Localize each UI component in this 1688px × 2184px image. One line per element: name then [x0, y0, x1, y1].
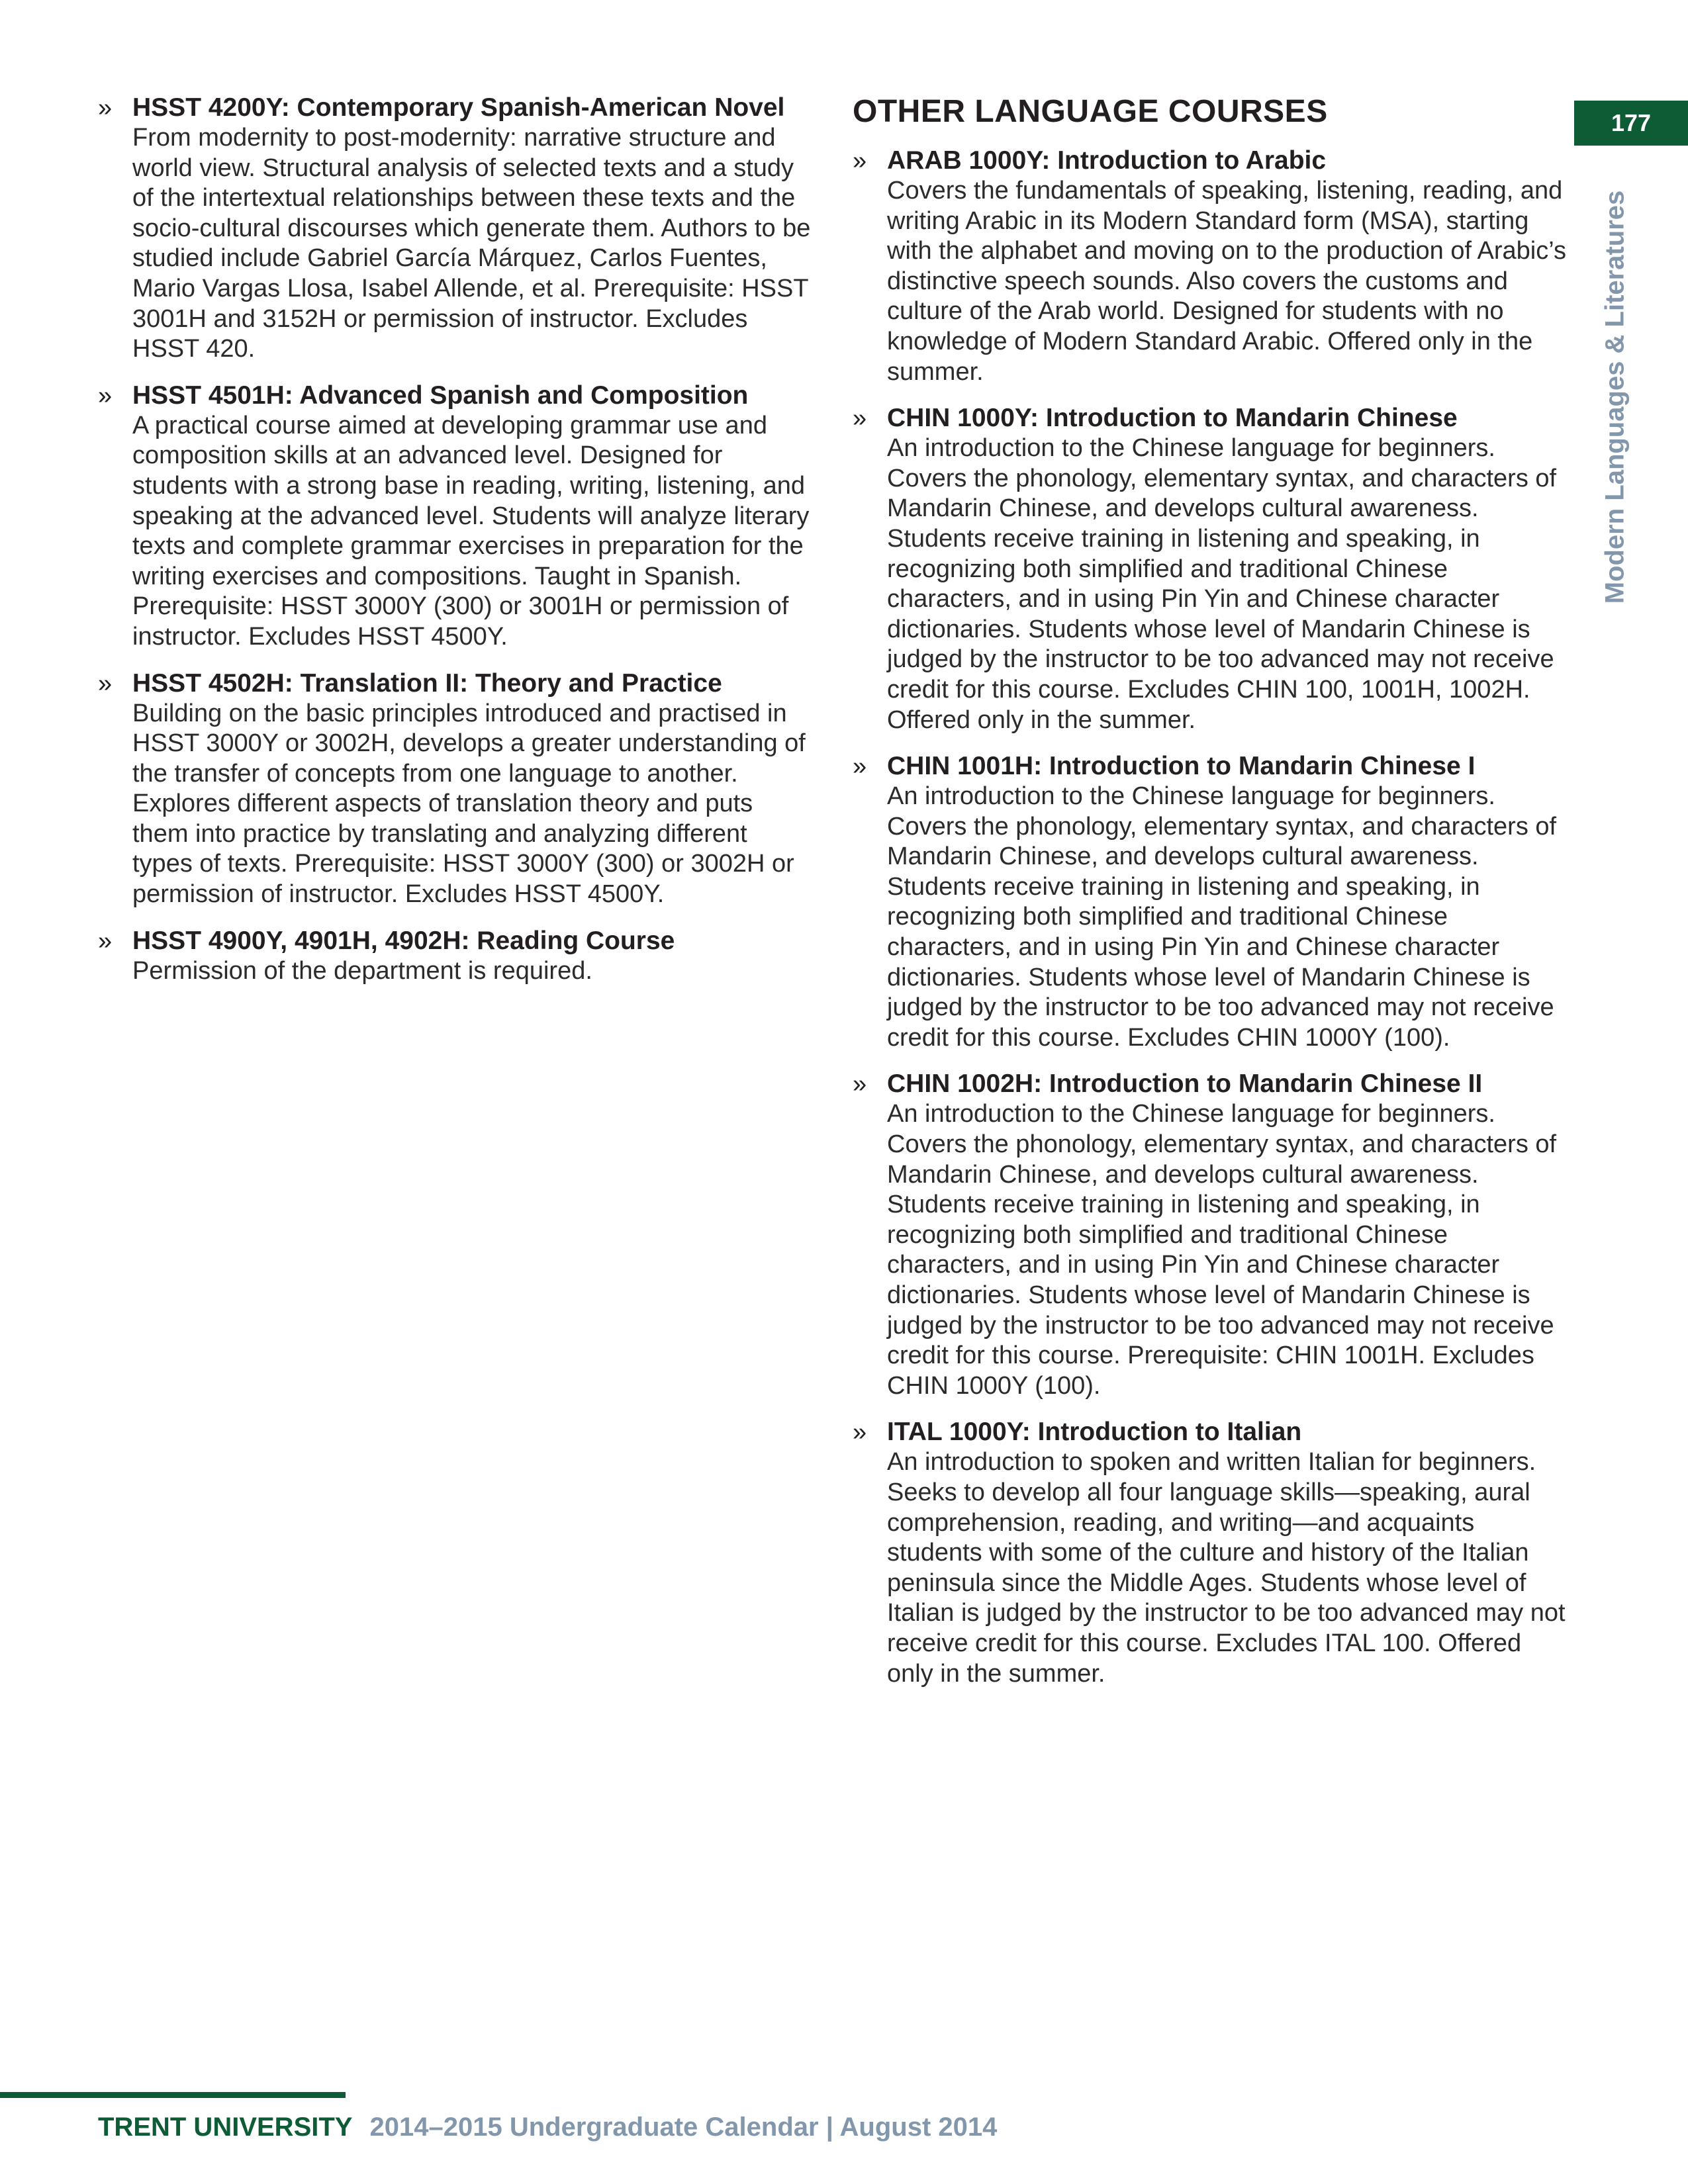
footer-divider: [0, 2092, 346, 2098]
section-side-label: Modern Languages & Literatures: [1600, 190, 1630, 604]
bullet-icon: »: [853, 1418, 867, 1447]
page-number-tab: 177: [1574, 101, 1688, 146]
bullet-icon: »: [98, 927, 113, 955]
course-description: From modernity to post-modernity: narrative structure and world view. Structural analysis of selected texts and a study of the intertextual relationships between these texts and the socio-cultural discourses which generate them. Authors to be studied include Gabriel García Márquez, Carlos Fuentes, Mario Vargas Llosa, Isabel Allende, et al. Prerequisite: HSST 3001H and 3152H or permission of instructor. Excludes HSST 420.: [132, 124, 811, 363]
right-column: [853, 93, 1571, 1705]
left-column: [98, 93, 813, 1002]
course-description: Permission of the department is required.: [132, 956, 592, 985]
course-description: An introduction to spoken and written Italian for beginners. Seeks to develop all four language skills—speaking, aural comprehension, reading, and writing—and acquaints students with some of the culture and history of the Italian peninsula since the Middle Ages. Students whose level of Italian is judged by the instructor to be too advanced may not receive credit for this course. Excludes ITAL 100. Offered only in the summer.: [887, 1448, 1566, 1688]
page-footer: [98, 2111, 997, 2143]
course-title: ARAB 1000Y: Introduction to Arabic: [887, 146, 1327, 175]
bullet-icon: »: [853, 404, 867, 433]
course-entry: [98, 668, 813, 910]
course-title: CHIN 1001H: Introduction to Mandarin Chinese I: [887, 752, 1476, 781]
course-description: A practical course aimed at developing grammar use and composition skills at an advanced level. Designed for students with a strong base in reading, writing, listening, and speaking at the advanced level. Students will analyze literary texts and complete grammar exercises in preparation for the writing exercises and compositions. Taught in Spanish. Prerequisite: HSST 3000Y (300) or 3001H or permission of instructor. Excludes HSST 4500Y.: [132, 411, 810, 651]
course-description: Building on the basic principles introduced and practised in HSST 3000Y or 3002H, develops a greater understanding of the transfer of concepts from one language to another. Explores different aspects of translation theory and puts them into practice by translating and analyzing different types of texts. Prerequisite: HSST 3000Y (300) or 3002H or permission of instructor. Excludes HSST 4500Y.: [132, 699, 806, 909]
course-entry: [853, 751, 1571, 1053]
footer-university: TRENT UNIVERSITY: [98, 2113, 353, 2142]
bullet-icon: »: [98, 94, 113, 122]
course-entry: [853, 1069, 1571, 1401]
course-entry: [853, 403, 1571, 735]
bullet-icon: »: [853, 1070, 867, 1099]
section-heading: OTHER LANGUAGE COURSES: [853, 94, 1328, 129]
course-entry: [98, 93, 813, 365]
bullet-icon: »: [98, 381, 113, 410]
course-description: An introduction to the Chinese language for beginners. Covers the phonology, elementary syntax, and characters of Mandarin Chinese, and develops cultural awareness. Students receive training in listening and speaking, in recognizing both simplified and traditional Chinese characters, and in using Pin Yin and Chinese character dictionaries. Students whose level of Mandarin Chinese is judged by the instructor to be too advanced may not receive credit for this course. Prerequisite: CHIN 1001H. Excludes CHIN 1000Y (100).: [887, 1100, 1557, 1400]
course-title: ITAL 1000Y: Introduction to Italian: [887, 1418, 1302, 1447]
course-description: Covers the fundamentals of speaking, listening, reading, and writing Arabic in its Modern Standard form (MSA), starting with the alphabet and moving on to the production of Arabic’s distinctive speech sounds. Also covers the customs and culture of the Arab world. Designed for students with no knowledge of Modern Standard Arabic. Offered only in the summer.: [887, 177, 1566, 386]
bullet-icon: »: [853, 147, 867, 175]
course-title: HSST 4200Y: Contemporary Spanish-American Novel: [132, 93, 785, 122]
course-entry: [98, 381, 813, 653]
course-title: HSST 4502H: Translation II: Theory and Practice: [132, 668, 722, 698]
bullet-icon: »: [98, 669, 113, 698]
footer-calendar-info: 2014–2015 Undergraduate Calendar | August 2014: [369, 2113, 998, 2142]
course-entry: [853, 1417, 1571, 1689]
course-entry: [98, 926, 813, 987]
course-title: CHIN 1000Y: Introduction to Mandarin Chinese: [887, 404, 1458, 433]
bullet-icon: »: [853, 752, 867, 781]
course-description: An introduction to the Chinese language for beginners. Covers the phonology, elementary syntax, and characters of Mandarin Chinese, and develops cultural awareness. Students receive training in listening and speaking, in recognizing both simplified and traditional Chinese characters, and in using Pin Yin and Chinese character dictionaries. Students whose level of Mandarin Chinese is judged by the instructor to be too advanced may not receive credit for this course. Excludes CHIN 1000Y (100).: [887, 782, 1557, 1052]
course-title: HSST 4900Y, 4901H, 4902H: Reading Course: [132, 926, 675, 955]
course-description: An introduction to the Chinese language for beginners. Covers the phonology, elementary syntax, and characters of Mandarin Chinese, and develops cultural awareness. Students receive training in listening and speaking, in recognizing both simplified and traditional Chinese characters, and in using Pin Yin and Chinese character dictionaries. Students whose level of Mandarin Chinese is judged by the instructor to be too advanced may not receive credit for this course. Excludes CHIN 100, 1001H, 1002H. Offered only in the summer.: [887, 434, 1557, 734]
course-title: CHIN 1002H: Introduction to Mandarin Chinese II: [887, 1069, 1483, 1099]
course-title: HSST 4501H: Advanced Spanish and Composition: [132, 381, 749, 410]
course-entry: [853, 146, 1571, 387]
